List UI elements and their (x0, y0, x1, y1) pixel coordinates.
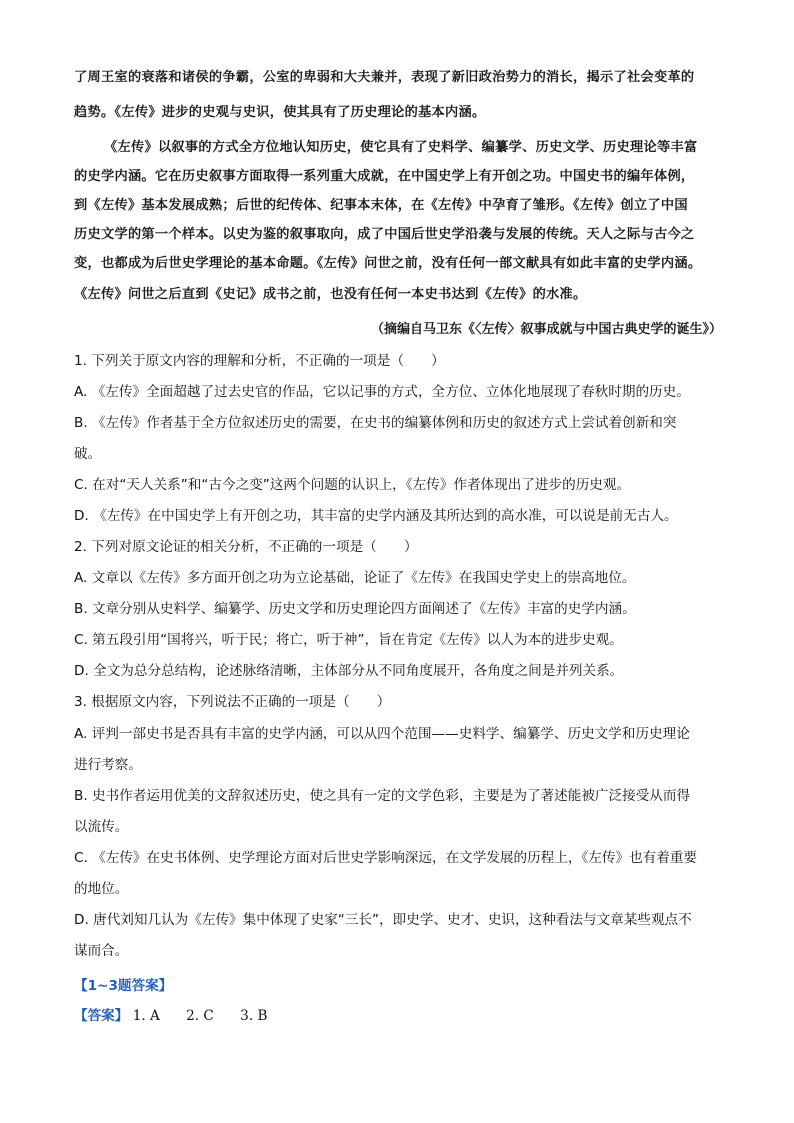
question-3-option-a-cont: 进行考察。 (74, 757, 142, 773)
answer-section-heading: 【1~3题答案】 (74, 978, 173, 994)
answer-tag: 【答案】 (74, 1008, 129, 1024)
passage-line: 《左传》以叙事的方式全方位地认知历史，使它具有了史料学、编纂学、历史文学、历史理论等丰富 (104, 140, 698, 155)
question-2-option-a: A. 文章以《左传》多方面开创之功为立论基础，论证了《左传》在我国史学史上的崇高地位。 (74, 570, 636, 586)
answer-line (74, 1004, 289, 1024)
question-1-stem: 1. 下列关于原文内容的理解和分析，不正确的一项是（ ） (74, 353, 445, 369)
question-3-option-b: B. 史书作者运用优美的文辞叙述历史，使之具有一定的文学色彩，主要是为了著述能被广泛接受从而得 (74, 788, 691, 804)
question-3-stem: 3. 根据原文内容，下列说法不正确的一项是（ ） (74, 694, 391, 710)
question-1-option-c: C. 在对“天人关系”和“古今之变”这两个问题的认识上，《左传》作者体现出了进步的历史观。 (74, 477, 631, 493)
question-3-option-c-cont: 的地位。 (74, 881, 129, 897)
passage-line: 的史学内涵。它在历史叙事方面取得一系列重大成就，在中国史学上有开创之功。中国史书的编年体例， (74, 169, 695, 184)
question-3-option-a: A. 评判一部史书是否具有丰富的史学内涵，可以从四个范围——史料学、编纂学、历史文学和历史理论 (74, 726, 690, 742)
answer-values (133, 1008, 290, 1024)
question-3-option-d-cont: 谋而合。 (74, 943, 129, 959)
question-1-option-b: B. 《左传》作者基于全方位叙述历史的需要，在史书的编纂体例和历史的叙述方式上尝试着创新和突 (74, 415, 677, 431)
passage-line: 趋势。《左传》进步的史观与史识，使其具有了历史理论的基本内涵。 (74, 105, 486, 120)
question-1-option-d: D. 《左传》在中国史学上有开创之功，其丰富的史学内涵及其所达到的高水准，可以说是前无古人。 (74, 508, 678, 524)
answer-1: 1. A (132, 1008, 160, 1024)
passage-line: 变，也都成为后世史学理论的基本命题。《左传》问世之前，没有任何一部文献具有如此丰富的史学内涵。 (74, 256, 702, 271)
passage-line: 到《左传》基本发展成熟；后世的纪传体、纪事本末体，在《左传》中孕育了雏形。《左传》创立了中国 (74, 198, 688, 213)
question-2-option-b: B. 文章分别从史料学、编纂学、历史文学和历史理论四方面阐述了《左传》丰富的史学内涵。 (74, 601, 636, 617)
question-2-option-d: D. 全文为总分总结构，论述脉络清晰，主体部分从不同角度展开，各角度之间是并列关系。 (74, 663, 624, 679)
question-3-option-b-cont: 以流传。 (74, 819, 129, 835)
question-2-option-c: C. 第五段引用“国将兴，听于民；将亡，听于神”，旨在肯定《左传》以人为本的进步史观。 (74, 632, 623, 648)
passage-line: 了周王室的衰落和诸侯的争霸，公室的卑弱和大夫兼并，表现了新旧政治势力的消长，揭示了社会变革的 (74, 70, 695, 85)
question-2-stem: 2. 下列对原文论证的相关分析，不正确的一项是（ ） (74, 539, 418, 555)
passage-line: 历史文学的第一个样本。以史为鉴的叙事取向，成了中国后世史学沿袭与发展的传统。天人之际与古今之 (74, 227, 695, 242)
question-3-option-d: D. 唐代刘知几认为《左传》集中体现了史家“三长”，即史学、史才、史识，这种看法与文章某些观点不 (74, 912, 692, 928)
passage-line: 《左传》问世之后直到《史记》成书之前，也没有任何一本史书达到《左传》的水准。 (74, 287, 587, 302)
answer-3: 3. B (240, 1008, 268, 1024)
question-3-option-c: C. 《左传》在史书体例、史学理论方面对后世史学影响深远，在文学发展的历程上，《左传》也有着重要 (74, 850, 698, 866)
question-1-option-a: A. 《左传》全面超越了过去史官的作品，它以记事的方式，全方位、立体化地展现了春秋时期的历史。 (74, 384, 690, 400)
question-1-option-b-cont: 破。 (74, 446, 102, 462)
passage-source: （摘编自马卫东《〈左传〉叙事成就与中国古典史学的诞生》） (370, 322, 722, 337)
answer-2: 2. C (186, 1008, 214, 1024)
